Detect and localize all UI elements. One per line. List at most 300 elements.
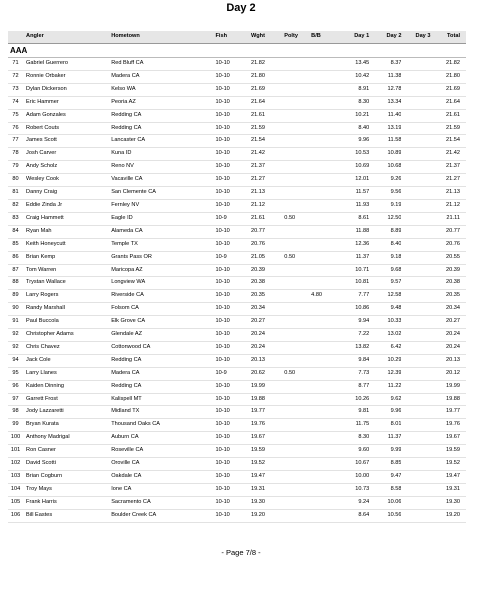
weight-cell: 21.12 — [251, 199, 284, 212]
total-cell: 21.12 — [430, 199, 466, 212]
table-row — [8, 432, 466, 445]
day1-cell: 7.22 — [337, 329, 369, 342]
hometown-cell: Redding CA — [111, 380, 215, 393]
fish-cell: 10-10 — [215, 277, 250, 290]
place-cell: 100 — [8, 432, 23, 445]
weight-cell: 19.20 — [251, 509, 284, 522]
table-row — [8, 393, 466, 406]
penalty-cell — [284, 277, 311, 290]
big-bass-cell — [311, 419, 337, 432]
fish-cell: 10-10 — [215, 496, 250, 509]
total-cell: 21.37 — [430, 161, 466, 174]
hometown-cell: Kuna ID — [111, 148, 215, 161]
fish-cell: 10-10 — [215, 109, 250, 122]
total-cell: 21.27 — [430, 174, 466, 187]
total-cell: 19.20 — [430, 509, 466, 522]
angler-cell: David Scotti — [23, 458, 111, 471]
day1-cell: 13.45 — [337, 58, 369, 71]
big-bass-cell — [311, 316, 337, 329]
weight-cell: 21.42 — [251, 148, 284, 161]
penalty-cell — [284, 483, 311, 496]
total-cell: 21.82 — [430, 58, 466, 71]
table-row — [8, 225, 466, 238]
big-bass-cell — [311, 174, 337, 187]
hometown-cell: Sacramento CA — [111, 496, 215, 509]
day3-cell — [401, 212, 430, 225]
hometown-cell: Eagle ID — [111, 212, 215, 225]
big-bass-cell — [311, 96, 337, 109]
hometown-cell: Redding CA — [111, 109, 215, 122]
total-cell: 19.30 — [430, 496, 466, 509]
big-bass-cell — [311, 303, 337, 316]
day1-cell: 11.88 — [337, 225, 369, 238]
day3-cell — [401, 161, 430, 174]
fish-cell: 10-10 — [215, 316, 250, 329]
angler-cell: Ron Casner — [23, 445, 111, 458]
table-row — [8, 329, 466, 342]
angler-cell: Andy Scholz — [23, 161, 111, 174]
table-row — [8, 199, 466, 212]
day2-cell: 8.89 — [369, 225, 401, 238]
place-cell: 72 — [8, 70, 23, 83]
day3-cell — [401, 445, 430, 458]
day1-cell: 10.21 — [337, 109, 369, 122]
day3-cell — [401, 316, 430, 329]
penalty-cell — [284, 148, 311, 161]
angler-cell: Larry Llanes — [23, 367, 111, 380]
hometown-cell: Cottonwood CA — [111, 341, 215, 354]
big-bass-cell — [311, 393, 337, 406]
table-row — [8, 406, 466, 419]
weight-cell: 21.13 — [251, 187, 284, 200]
total-cell: 20.76 — [430, 238, 466, 251]
fish-cell: 10-9 — [215, 212, 250, 225]
day2-cell: 10.68 — [369, 161, 401, 174]
penalty-cell — [284, 471, 311, 484]
place-cell: 103 — [8, 471, 23, 484]
hometown-cell: Riverside CA — [111, 290, 215, 303]
big-bass-cell — [311, 225, 337, 238]
angler-cell: Wesley Cook — [23, 174, 111, 187]
angler-cell: Troy Mays — [23, 483, 111, 496]
place-cell: 86 — [8, 251, 23, 264]
big-bass-cell — [311, 161, 337, 174]
place-cell: 94 — [8, 354, 23, 367]
day3-cell — [401, 70, 430, 83]
hometown-cell: Madera CA — [111, 367, 215, 380]
day1-cell: 10.69 — [337, 161, 369, 174]
penalty-cell — [284, 380, 311, 393]
weight-cell: 19.99 — [251, 380, 284, 393]
day1-cell: 8.61 — [337, 212, 369, 225]
penalty-cell — [284, 83, 311, 96]
day1-cell: 10.26 — [337, 393, 369, 406]
day1-cell: 10.71 — [337, 264, 369, 277]
fish-cell: 10-10 — [215, 225, 250, 238]
penalty-cell — [284, 341, 311, 354]
day1-cell: 8.91 — [337, 83, 369, 96]
table-row — [8, 354, 466, 367]
weight-cell: 21.61 — [251, 212, 284, 225]
big-bass-cell — [311, 199, 337, 212]
big-bass-cell — [311, 380, 337, 393]
day3-cell — [401, 174, 430, 187]
day3-cell — [401, 83, 430, 96]
big-bass-cell — [311, 187, 337, 200]
day2-cell: 12.39 — [369, 367, 401, 380]
day1-cell: 8.64 — [337, 509, 369, 522]
place-cell: 76 — [8, 122, 23, 135]
results-body — [8, 58, 466, 523]
penalty-cell — [284, 458, 311, 471]
big-bass-cell — [311, 496, 337, 509]
hometown-cell: Alameda CA — [111, 225, 215, 238]
table-row — [8, 251, 466, 264]
penalty-cell — [284, 70, 311, 83]
day1-cell: 9.94 — [337, 316, 369, 329]
penalty-cell — [284, 122, 311, 135]
weight-cell: 20.24 — [251, 329, 284, 342]
big-bass-cell — [311, 367, 337, 380]
big-bass-cell — [311, 445, 337, 458]
total-cell: 19.59 — [430, 445, 466, 458]
big-bass-cell — [311, 483, 337, 496]
total-cell: 19.67 — [430, 432, 466, 445]
penalty-cell — [284, 238, 311, 251]
total-cell: 19.77 — [430, 406, 466, 419]
penalty-cell: 0.50 — [284, 212, 311, 225]
total-cell: 20.38 — [430, 277, 466, 290]
angler-cell: Kaiden Dinning — [23, 380, 111, 393]
hometown-cell: Elk Grove CA — [111, 316, 215, 329]
penalty-cell — [284, 135, 311, 148]
fish-cell: 10-10 — [215, 419, 250, 432]
total-cell: 20.39 — [430, 264, 466, 277]
big-bass-cell — [311, 58, 337, 71]
weight-cell: 20.13 — [251, 354, 284, 367]
table-row — [8, 471, 466, 484]
place-cell: 91 — [8, 316, 23, 329]
day3-cell — [401, 341, 430, 354]
place-cell: 104 — [8, 483, 23, 496]
big-bass-cell — [311, 135, 337, 148]
fish-cell: 10-10 — [215, 161, 250, 174]
day3-cell — [401, 122, 430, 135]
fish-cell: 10-10 — [215, 58, 250, 71]
table-row — [8, 303, 466, 316]
angler-cell: Paul Buccola — [23, 316, 111, 329]
day1-cell: 9.81 — [337, 406, 369, 419]
table-row — [8, 458, 466, 471]
weight-cell: 20.27 — [251, 316, 284, 329]
hometown-cell: Maricopa AZ — [111, 264, 215, 277]
place-cell: 95 — [8, 367, 23, 380]
day3-cell — [401, 483, 430, 496]
table-row — [8, 83, 466, 96]
penalty-cell — [284, 174, 311, 187]
fish-cell: 10-10 — [215, 354, 250, 367]
table-row — [8, 483, 466, 496]
weight-cell: 20.38 — [251, 277, 284, 290]
day1-cell: 10.42 — [337, 70, 369, 83]
total-cell: 21.13 — [430, 187, 466, 200]
day2-cell: 11.40 — [369, 109, 401, 122]
day2-cell: 12.58 — [369, 290, 401, 303]
fish-cell: 10-10 — [215, 509, 250, 522]
day3-cell — [401, 199, 430, 212]
day2-cell: 9.19 — [369, 199, 401, 212]
hometown-cell: Lancaster CA — [111, 135, 215, 148]
weight-cell: 21.59 — [251, 122, 284, 135]
total-cell: 19.76 — [430, 419, 466, 432]
table-row — [8, 277, 466, 290]
division-section — [8, 44, 466, 58]
day1-cell: 10.00 — [337, 471, 369, 484]
hometown-cell: San Clemente CA — [111, 187, 215, 200]
place-cell: 83 — [8, 212, 23, 225]
hometown-cell: Kelso WA — [111, 83, 215, 96]
division-row — [8, 44, 466, 58]
hometown-cell: Grants Pass OR — [111, 251, 215, 264]
weight-cell: 19.76 — [251, 419, 284, 432]
day3-cell — [401, 432, 430, 445]
table-row — [8, 148, 466, 161]
day3-cell — [401, 135, 430, 148]
hometown-cell: Redding CA — [111, 354, 215, 367]
penalty-cell — [284, 432, 311, 445]
day1-cell: 9.24 — [337, 496, 369, 509]
hometown-cell: Peoria AZ — [111, 96, 215, 109]
hometown-cell: Reno NV — [111, 161, 215, 174]
fish-cell: 10-10 — [215, 380, 250, 393]
table-row — [8, 135, 466, 148]
weight-header: Wght — [251, 31, 284, 44]
hometown-cell: Folsom CA — [111, 303, 215, 316]
hometown-cell: Vacaville CA — [111, 174, 215, 187]
penalty-cell — [284, 225, 311, 238]
day2-cell: 12.78 — [369, 83, 401, 96]
big-bass-cell — [311, 329, 337, 342]
hometown-cell: Longview WA — [111, 277, 215, 290]
table-row — [8, 380, 466, 393]
weight-cell: 20.34 — [251, 303, 284, 316]
angler-cell: Frank Harris — [23, 496, 111, 509]
hometown-cell: Roseville CA — [111, 445, 215, 458]
table-row — [8, 58, 466, 71]
total-cell: 20.34 — [430, 303, 466, 316]
weight-cell: 19.31 — [251, 483, 284, 496]
hometown-cell: Auburn CA — [111, 432, 215, 445]
total-cell: 20.24 — [430, 341, 466, 354]
day2-cell: 9.47 — [369, 471, 401, 484]
table-row — [8, 264, 466, 277]
weight-cell: 20.77 — [251, 225, 284, 238]
day3-cell — [401, 458, 430, 471]
penalty-cell: 0.50 — [284, 251, 311, 264]
day3-cell — [401, 264, 430, 277]
page-footer: - Page 7/8 - — [221, 548, 261, 557]
day2-cell: 11.38 — [369, 70, 401, 83]
angler-cell: Josh Carver — [23, 148, 111, 161]
big-bass-cell: 4.80 — [311, 290, 337, 303]
table-row — [8, 187, 466, 200]
fish-cell: 10-10 — [215, 96, 250, 109]
place-header — [8, 31, 23, 44]
weight-cell: 21.05 — [251, 251, 284, 264]
place-cell: 89 — [8, 290, 23, 303]
total-cell: 21.80 — [430, 70, 466, 83]
total-cell: 21.59 — [430, 122, 466, 135]
day3-cell — [401, 354, 430, 367]
place-cell: 92 — [8, 329, 23, 342]
hometown-cell: Boulder Creek CA — [111, 509, 215, 522]
angler-cell: Bryan Kurata — [23, 419, 111, 432]
day2-cell: 6.42 — [369, 341, 401, 354]
penalty-cell — [284, 303, 311, 316]
day2-cell: 9.57 — [369, 277, 401, 290]
table-header — [8, 31, 466, 44]
weight-cell: 21.82 — [251, 58, 284, 71]
place-cell: 78 — [8, 148, 23, 161]
fish-cell: 10-10 — [215, 341, 250, 354]
weight-cell: 21.54 — [251, 135, 284, 148]
day1-cell: 9.84 — [337, 354, 369, 367]
day2-cell: 8.58 — [369, 483, 401, 496]
day1-cell: 8.30 — [337, 432, 369, 445]
penalty-cell — [284, 96, 311, 109]
fish-cell: 10-10 — [215, 290, 250, 303]
day1-cell: 11.37 — [337, 251, 369, 264]
place-cell: 106 — [8, 509, 23, 522]
day2-cell: 10.89 — [369, 148, 401, 161]
angler-cell: Gabriel Guerrero — [23, 58, 111, 71]
penalty-cell — [284, 187, 311, 200]
day3-cell — [401, 238, 430, 251]
total-cell: 21.61 — [430, 109, 466, 122]
weight-cell: 21.37 — [251, 161, 284, 174]
day3-cell — [401, 367, 430, 380]
hometown-cell: Redding CA — [111, 122, 215, 135]
fish-cell: 10-10 — [215, 264, 250, 277]
day2-header: Day 2 — [369, 31, 401, 44]
fish-cell: 10-10 — [215, 445, 250, 458]
day3-cell — [401, 187, 430, 200]
total-cell: 20.77 — [430, 225, 466, 238]
table-row — [8, 445, 466, 458]
day1-cell: 10.86 — [337, 303, 369, 316]
results-table — [8, 31, 466, 523]
big-bass-cell — [311, 212, 337, 225]
weight-cell: 19.30 — [251, 496, 284, 509]
day2-cell: 9.48 — [369, 303, 401, 316]
penalty-cell — [284, 199, 311, 212]
penalty-cell — [284, 329, 311, 342]
fish-cell: 10-10 — [215, 70, 250, 83]
day2-cell: 10.06 — [369, 496, 401, 509]
big-bass-cell — [311, 264, 337, 277]
place-cell: 101 — [8, 445, 23, 458]
big-bass-header: B/B — [311, 31, 337, 44]
angler-cell: James Scott — [23, 135, 111, 148]
header-row — [8, 31, 466, 44]
big-bass-cell — [311, 509, 337, 522]
place-cell: 80 — [8, 174, 23, 187]
hometown-cell: Glendale AZ — [111, 329, 215, 342]
angler-cell: Ryan Mah — [23, 225, 111, 238]
day2-cell: 9.18 — [369, 251, 401, 264]
day1-cell: 7.77 — [337, 290, 369, 303]
big-bass-cell — [311, 432, 337, 445]
table-row — [8, 161, 466, 174]
table-row — [8, 70, 466, 83]
penalty-cell — [284, 316, 311, 329]
day2-cell: 8.37 — [369, 58, 401, 71]
angler-cell: Danny Craig — [23, 187, 111, 200]
place-cell: 75 — [8, 109, 23, 122]
fish-cell: 10-10 — [215, 483, 250, 496]
day3-cell — [401, 251, 430, 264]
angler-cell: Chris Chavez — [23, 341, 111, 354]
day1-cell: 10.67 — [337, 458, 369, 471]
angler-cell: Anthony Madrigal — [23, 432, 111, 445]
day2-cell: 13.34 — [369, 96, 401, 109]
penalty-header: Polty — [284, 31, 311, 44]
angler-cell: Brian Cogburn — [23, 471, 111, 484]
weight-cell: 19.47 — [251, 471, 284, 484]
day1-cell: 12.01 — [337, 174, 369, 187]
place-cell: 92 — [8, 341, 23, 354]
day2-cell: 8.01 — [369, 419, 401, 432]
day2-cell: 10.29 — [369, 354, 401, 367]
place-cell: 84 — [8, 225, 23, 238]
fish-cell: 10-10 — [215, 329, 250, 342]
table-row — [8, 96, 466, 109]
weight-cell: 21.61 — [251, 109, 284, 122]
day1-header: Day 1 — [337, 31, 369, 44]
angler-cell: Larry Rogers — [23, 290, 111, 303]
angler-cell: Tom Warren — [23, 264, 111, 277]
fish-cell: 10-9 — [215, 367, 250, 380]
place-cell: 88 — [8, 277, 23, 290]
big-bass-cell — [311, 238, 337, 251]
weight-cell: 19.59 — [251, 445, 284, 458]
day3-cell — [401, 496, 430, 509]
big-bass-cell — [311, 458, 337, 471]
angler-cell: Jack Cole — [23, 354, 111, 367]
penalty-cell: 0.50 — [284, 367, 311, 380]
day2-cell: 9.26 — [369, 174, 401, 187]
weight-cell: 21.64 — [251, 96, 284, 109]
day3-cell — [401, 380, 430, 393]
total-cell: 20.13 — [430, 354, 466, 367]
total-cell: 20.27 — [430, 316, 466, 329]
day2-cell: 9.68 — [369, 264, 401, 277]
hometown-cell: Temple TX — [111, 238, 215, 251]
day2-cell: 12.50 — [369, 212, 401, 225]
place-cell: 87 — [8, 264, 23, 277]
total-header: Total — [430, 31, 466, 44]
day2-cell: 9.96 — [369, 406, 401, 419]
day3-cell — [401, 96, 430, 109]
table-row — [8, 341, 466, 354]
weight-cell: 20.35 — [251, 290, 284, 303]
day3-cell — [401, 148, 430, 161]
day2-cell: 10.56 — [369, 509, 401, 522]
total-cell: 19.52 — [430, 458, 466, 471]
fish-cell: 10-10 — [215, 174, 250, 187]
hometown-cell: Midland TX — [111, 406, 215, 419]
total-cell: 19.31 — [430, 483, 466, 496]
